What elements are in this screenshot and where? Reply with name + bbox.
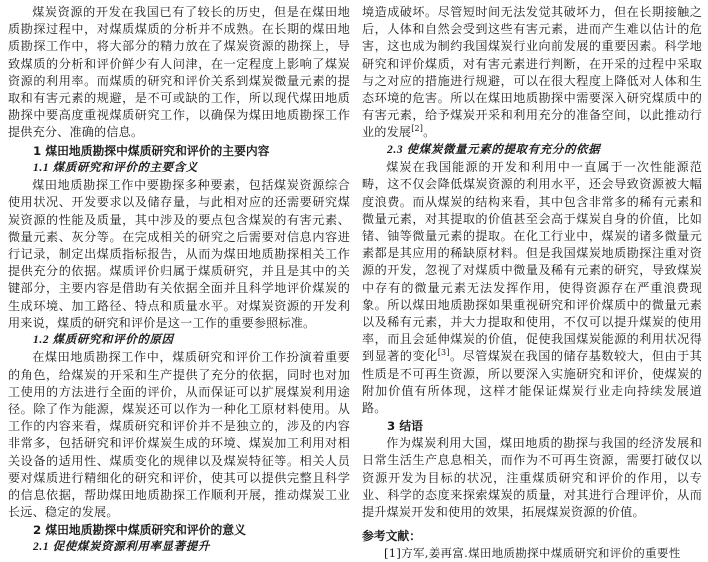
- subsection-2-3-text: 煤炭在我国能源的开发和利用中一直属于一次性能源范畴，这不仅会降低煤炭资源的利用水平，还会导致资源被大幅度浪费。而从煤炭的结构来看，其中包含非常多的稀有元素和微量元素，对其提取的价值甚至会高于煤炭自身的价值，比如锗、铀等微量元素的提取。在化工行业中，煤炭的诸多微量元素都是其应用的稀缺原材料。但是我国煤炭地质勘探注重对资源的开发，忽视了对煤质中微量及稀有元素的研究，导致煤炭中存有的微量元素无法发挥作用，使得资源存在严重浪费现象。所以煤田地质勘探如果重视研究和评价煤质中的微量元素以及稀有元素，并大力提取和使用，不仅可以提升煤炭的使用率，而且会延伸煤炭的价值，促使我国煤炭能源的利用状况得到显著的变化: [362, 160, 702, 364]
- subsection-1-2-heading: 1.2 煤质研究和评价的原因: [33, 333, 174, 346]
- section-2-heading: 2 煤田地质勘探中煤质研究和评价的意义: [33, 523, 246, 538]
- continued-paragraph: [362, 4, 702, 142]
- subsection-2-3-paragraph: [362, 159, 702, 417]
- continued-paragraph-end: 。: [423, 125, 436, 140]
- intro-paragraph: 煤炭资源的开发在我国已有了较长的历史，但是在煤田地质勘探过程中，对煤质煤质的分析并不成熟。在长期的煤田地质勘探工作中，将大部分的精力放在了煤炭资源的勘探上，导致煤质的分析和评价鲜少有人问津，在一定程度上影响了煤炭资源的利用率。而煤质的研究和评价关系到煤炭微量元素的提取和有害元素的规避，是不可或缺的工作，所以现代煤田地质勘探中要高度重视煤质研究工作，以确保为煤田地质勘探工作提供充分、准确的信息。: [8, 5, 350, 140]
- subsection-2-3-heading: 2.3 使煤炭微量元素的提取有充分的依据: [387, 143, 601, 156]
- citation-3: [3]: [437, 348, 450, 358]
- conclusion-paragraph: 作为煤炭利用大国，煤田地质的勘探与我国的经济发展和日常生活生产息息相关，而作为不可再生资源，需要打破仅以资源开发为目标的状况，注重煤质研究和评价的作用，以专业、科学的态度来探索煤炭的质量，对其进行合理评价，从而提升煤炭开发和使用的效果，拓展煤炭资源的价值。: [362, 436, 702, 519]
- section-1-heading: 1 煤田地质勘探中煤质研究和评价的主要内容: [33, 143, 270, 158]
- subsection-1-1-paragraph: 煤田地质勘探工作中要勘探多种要素，包括煤炭资源综合使用状况、开发要求以及储存量，与此相对应的还需要研究煤炭资源的性能及质量，其中涉及的要点包含煤炭的有害元素、微量元素、灰分等。在完成相关的研究之后需要对信息内容进行记录，制定出煤质指标报告，从而为煤田地质勘探相关工作提供充分的依据。煤质评价归属于煤质研究，并且是其中的关键部分，主要内容是借助有关依据全面并且科学地评价煤炭的生成环境、加工路径、特点和质量水平。对煤炭资源的开发利用来说，煤质的研究和评价是这一工作的重要参照标准。: [8, 178, 350, 330]
- subsection-1-2-paragraph: 在煤田地质勘探工作中，煤质研究和评价工作扮演着重要的角色，给煤炭的开采和生产提供了充分的依据，同时也对加工使用的方法进行全面的评价，从而保证可以扩展煤炭利用途径。除了作为能源，煤炭还可以作为一种化工原材料使用。从工作的内容来看，煤质研究和评价并不是独立的，涉及的内容非常多，包括研究和评价煤炭生成的环境、煤炭加工利用对相关设备的适用性、煤质变化的规律以及煤炭特征等。相关人员要对煤质进行精细化的研究和评价，使其可以提供完整且科学的信息依据，帮助煤田地质勘探工作顺利开展，推动煤炭工业长远、稳定的发展。: [8, 350, 350, 520]
- section-3-heading: 3 结语: [387, 419, 423, 434]
- subsection-2-1-heading: 2.1 促使煤炭资源利用率显著提升: [33, 541, 210, 554]
- references-heading: 参考文献：: [362, 529, 421, 544]
- reference-1: [1]方军,姜再富.煤田地质勘探中煤质研究和评价的重要性: [384, 546, 681, 561]
- left-column: [8, 4, 350, 557]
- right-column: [362, 4, 702, 562]
- citation-2: [2]: [411, 124, 424, 134]
- continued-paragraph-text: 境造成破坏。尽管短时间无法发觉其破坏力，但在长期接触之后，人体和自然会受到这些有害元素，进而产生难以估计的危害，这也成为制约我国煤炭行业向前发展的重要因素。科学地研究和评价煤质，对有害元素进行判断，在开采的过程中采取与之对应的措施进行规避，可以在很大程度上降低对人体和生态环境的危害。所以在煤田地质勘探中需要深入研究煤质中的有害元素，给予煤炭开采和利用充分的准备空间，以此推动行业的发展: [362, 5, 702, 140]
- subsection-1-1-heading: 1.1 煤质研究和评价的主要含义: [33, 161, 198, 174]
- subsection-2-3-end: 。尽管煤炭在我国的储存基数较大，但由于其性质是不可再生资源，所以要深入实施研究和评价，使煤炭的附加价值有所体现，这样才能保证煤炭行业走向持续发展道路。: [362, 349, 702, 415]
